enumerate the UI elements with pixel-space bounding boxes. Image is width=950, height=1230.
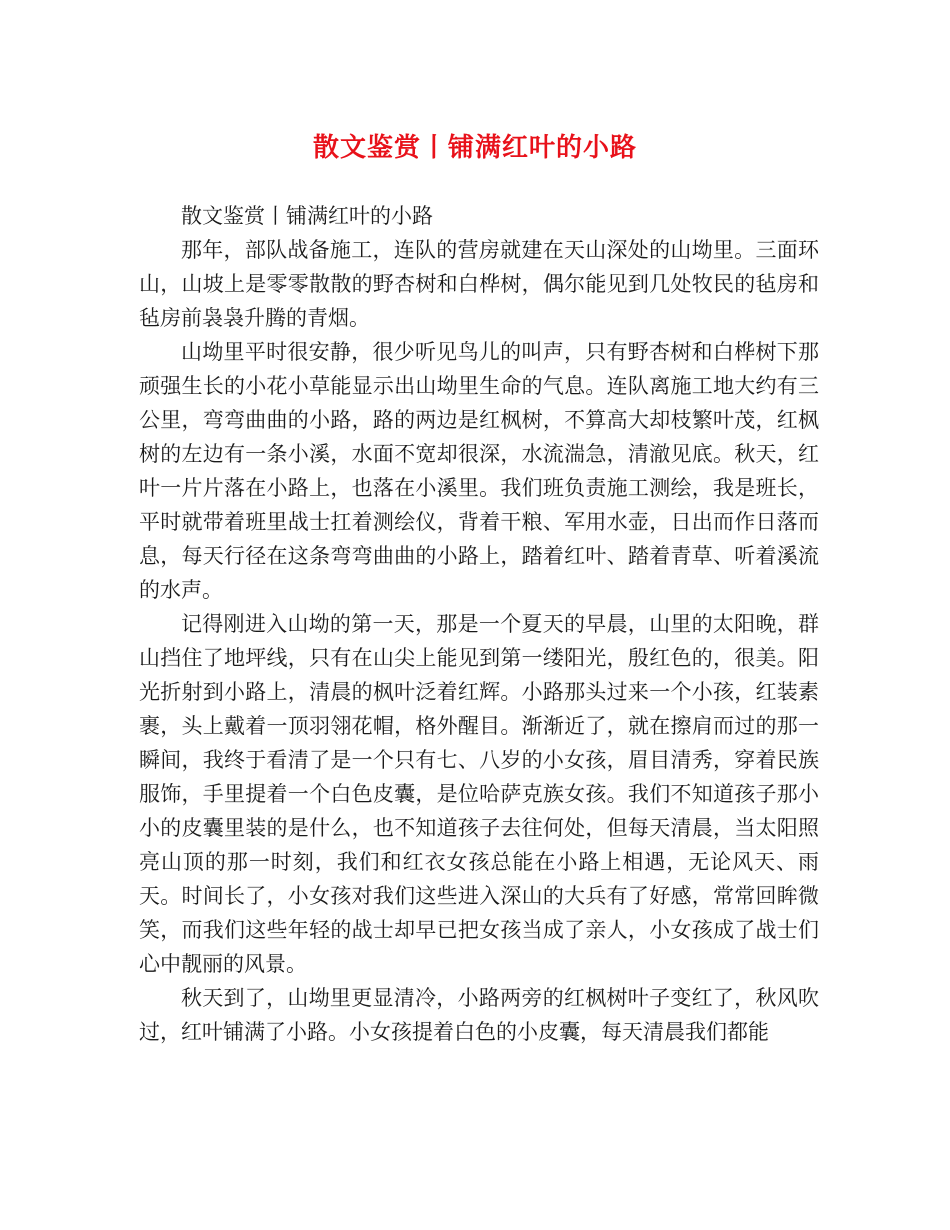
paragraph-subtitle: 散文鉴赏丨铺满红叶的小路	[181, 204, 433, 228]
page-title: 散文鉴赏丨铺满红叶的小路	[312, 133, 637, 163]
paragraph-1: 那年，部队战备施工，连队的营房就建在天山深处的山坳里。三面环山，山坡上是零零散散的野杏树和白桦树，偶尔能见到几处牧民的毡房和毡房前袅袅升腾的青烟。	[139, 238, 819, 330]
paragraph-3: 记得刚进入山坳的第一天，那是一个夏天的早晨，山里的太阳晚，群山挡住了地坪线，只有在山尖上能见到第一缕阳光，殷红色的，很美。阳光折射到小路上，清晨的枫叶泛着红辉。小路那头过来一个小孩，红装素裹，头上戴着一顶羽翎花帽，格外醒目。渐渐近了，就在擦肩而过的那一瞬间，我终于看清了是一个只有七、八岁的小女孩，眉目清秀，穿着民族服饰，手里提着一个白色皮囊，是位哈萨克族女孩。我们不知道孩子那小小的皮囊里装的是什么，也不知道孩子去往何处，但每天清晨，当太阳照亮山顶的那一时刻，我们和红衣女孩总能在小路上相遇，无论风天、雨天。时间长了，小女孩对我们这些进入深山的大兵有了好感，常常回眸微笑，而我们这些年轻的战士却早已把女孩当成了亲人，小女孩成了战士们心中靓丽的风景。	[139, 612, 819, 976]
paragraph-2: 山坳里平时很安静，很少听见鸟儿的叫声，只有野杏树和白桦树下那顽强生长的小花小草能显示出山坳里生命的气息。连队离施工地大约有三公里，弯弯曲曲的小路，路的两边是红枫树，不算高大却枝繁叶茂，红枫树的左边有一条小溪，水面不宽却很深，水流湍急，清澈见底。秋天，红叶一片片落在小路上，也落在小溪里。我们班负责施工测绘，我是班长，平时就带着班里战士扛着测绘仪，背着干粮、军用水壶，日出而作日落而息，每天行径在这条弯弯曲曲的小路上，踏着红叶、踏着青草、听着溪流的水声。	[139, 340, 819, 602]
article-body	[139, 199, 819, 1049]
paragraph-4: 秋天到了，山坳里更显清冷，小路两旁的红枫树叶子变红了，秋风吹过，红叶铺满了小路。小女孩提着白色的小皮囊，每天清晨我们都能	[139, 986, 819, 1044]
